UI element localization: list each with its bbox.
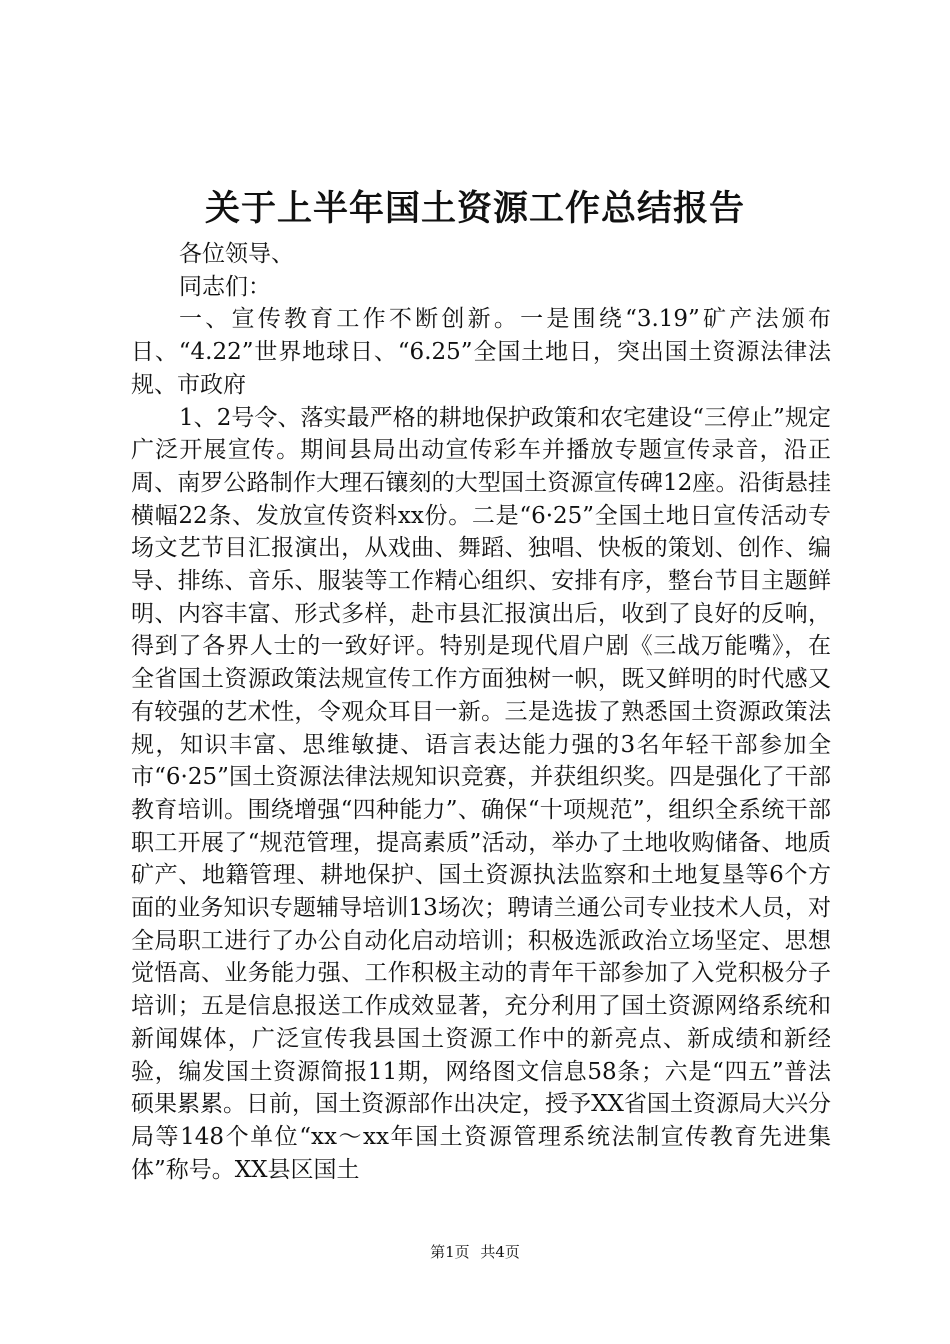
document-body xyxy=(131,238,831,1186)
document-title: 关于上半年国土资源工作总结报告 xyxy=(204,188,745,229)
salutation-line: 同志们： xyxy=(179,273,271,300)
body-paragraph: 一、宣传教育工作不断创新。一是围绕“3.19”矿产法颁布日、“4.22”世界地球日、“6.25”全国土地日，突出国土资源法律法规、市政府 xyxy=(131,306,831,398)
page-number: 第1页 xyxy=(430,1243,470,1261)
page-footer xyxy=(0,1241,950,1263)
body-paragraph: 1、2号令、落实最严格的耕地保护政策和农宅建设“三停止”规定广泛开展宣传。期间县局出动宣传彩车并播放专题宣传录音，沿正周、南罗公路制作大理石镶刻的大型国土资源宣传碑12座。沿街悬挂横幅22条、发放宣传资料xx份。二是“6·25”全国土地日宣传活动专场文艺节目汇报演出，从戏曲、舞蹈、独唱、快板的策划、创作、编导、排练、音乐、服装等工作精心组织、安排有序，整台节目主题鲜明、内容丰富、形式多样，赴市县汇报演出后，收到了良好的反响，得到了各界人士的一致好评。特别是现代眉户剧《三战万能嘴》，在全省国土资源政策法规宣传工作方面独树一帜，既又鲜明的时代感又有较强的艺术性，令观众耳目一新。三是选拔了熟悉国土资源政策法规，知识丰富、思维敏捷、语言表达能力强的3名年轻干部参加全市“6·25”国土资源法律法规知识竞赛，并获组织奖。四是强化了干部教育培训。围绕增强“四种能力”、确保“十项规范”，组织全系统干部职工开展了“规范管理，提高素质”活动，举办了土地收购储备、地质矿产、地籍管理、耕地保护、国土资源执法监察和土地复垦等6个方面的业务知识专题辅导培训13场次；聘请兰通公司专业技术人员，对全局职工进行了办公自动化启动培训；积极选派政治立场坚定、思想觉悟高、业务能力强、工作积极主动的青年干部参加了入党积极分子培训；五是信息报送工作成效显著，充分利用了国土资源网络系统和新闻媒体，广泛宣传我县国土资源工作中的新亮点、新成绩和新经验，编发国土资源简报11期，网络图文信息58条；六是“四五”普法硕果累累。日前，国土资源部作出决定，授予XX省国土资源局大兴分局等148个单位“xx～xx年国土资源管理系统法制宣传教育先进集体”称号。XX县区国土 xyxy=(131,404,831,1183)
page-count: 共4页 xyxy=(480,1243,520,1261)
salutation-line: 各位领导、 xyxy=(179,241,294,267)
